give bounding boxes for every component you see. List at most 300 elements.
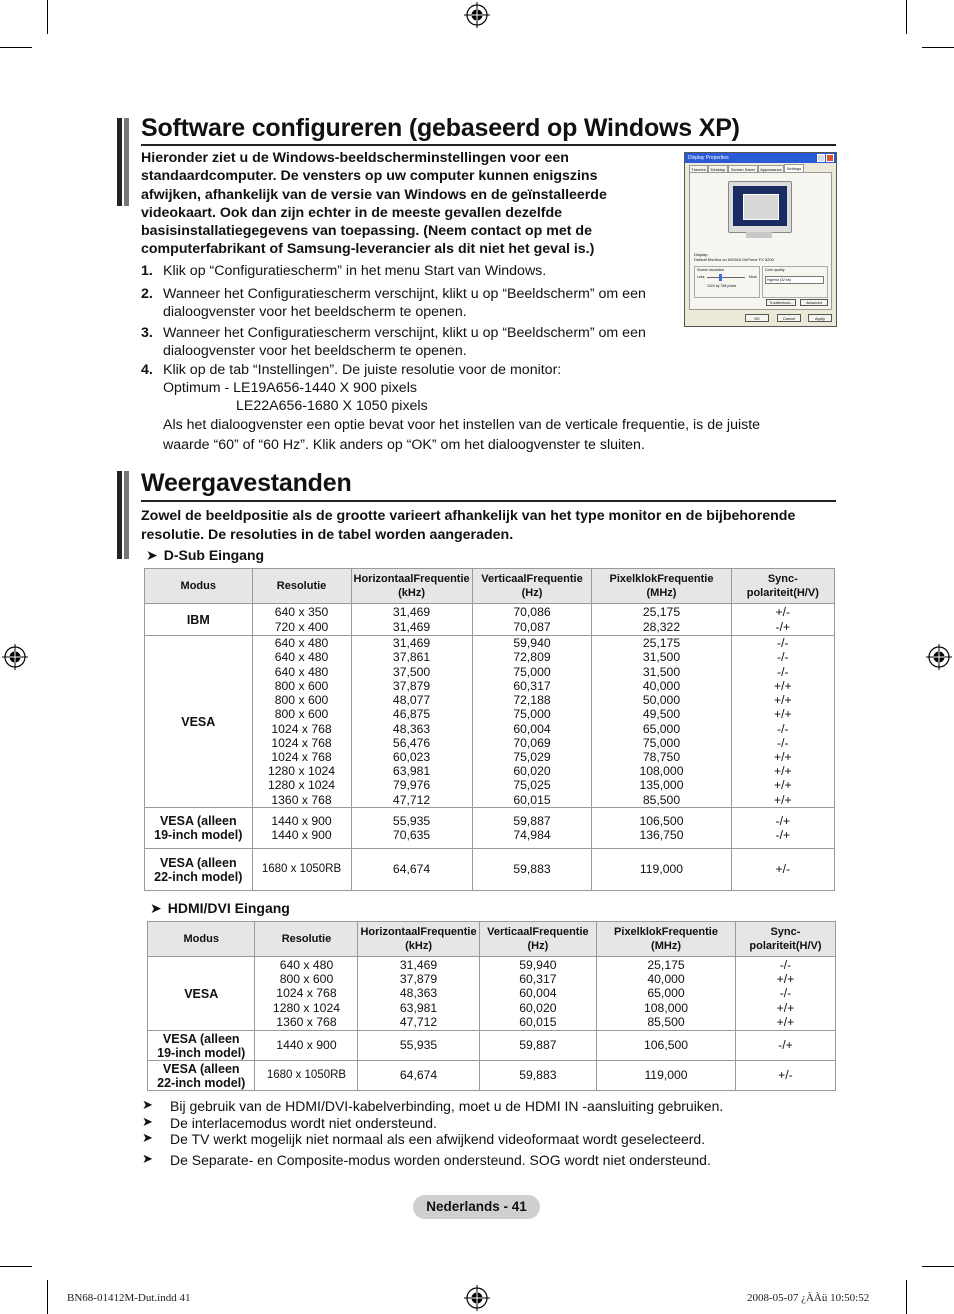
table-header-cell bbox=[597, 922, 736, 957]
step-text: Wanneer het Configuratiescherm verschijnt, klikt u op “Beeldscherm” om een bbox=[163, 286, 646, 302]
header-text: Frequentie (kHz) bbox=[405, 925, 477, 952]
cancel-button[interactable]: Cancel bbox=[777, 314, 801, 322]
cell-value: 70,086 bbox=[513, 605, 551, 620]
note-text: De Separate- en Composite-modus worden ondersteund. SOG wordt niet ondersteund. bbox=[170, 1152, 711, 1168]
crop-mark bbox=[0, 47, 32, 48]
intro-paragraph bbox=[141, 507, 841, 545]
footer-timestamp: 2008-05-07 ¿ÀÀü 10:50:52 bbox=[747, 1292, 870, 1304]
cell-value: +/+ bbox=[773, 678, 792, 693]
cell-value: 59,883 bbox=[519, 1068, 557, 1083]
cell-value: VESA (alleen bbox=[162, 1061, 240, 1076]
table-cell-s bbox=[731, 849, 834, 891]
crop-mark bbox=[906, 1280, 907, 1314]
table-cell-s bbox=[735, 957, 835, 1031]
crop-mark bbox=[47, 1280, 48, 1314]
cell-value: 75,029 bbox=[513, 749, 551, 764]
slider-thumb[interactable] bbox=[719, 274, 722, 281]
tab-settings[interactable]: Settings bbox=[784, 164, 804, 173]
table-cell-res bbox=[255, 1061, 358, 1091]
dsub-mode-table bbox=[144, 568, 835, 891]
hdmi-label: HDMI/DVI Eingang bbox=[167, 900, 290, 916]
cell-value: 1440 x 900 bbox=[276, 1038, 337, 1053]
apply-button[interactable]: Apply bbox=[808, 314, 832, 322]
cell-value: -/+ bbox=[775, 619, 791, 634]
table-row bbox=[145, 849, 835, 891]
cell-value: 640 x 480 bbox=[274, 664, 329, 679]
section-title: Software configureren (gebaseerd op Windows XP) bbox=[141, 114, 740, 142]
table-header-cell bbox=[358, 922, 479, 957]
cell-value: 78,750 bbox=[642, 749, 681, 764]
cell-value: +/+ bbox=[773, 764, 792, 779]
arrow-icon: ➤ bbox=[142, 1151, 153, 1166]
cell-value: VESA bbox=[181, 714, 216, 729]
cell-value: 800 x 600 bbox=[274, 693, 329, 708]
cell-value: -/- bbox=[777, 721, 789, 736]
arrow-icon: ➤ bbox=[142, 1130, 153, 1145]
cell-value: 1440 x 900 bbox=[271, 828, 332, 842]
note-line: Als het dialoogvenster een optie bevat voor het instellen van de verticale frequentie, is de juiste bbox=[163, 417, 761, 433]
table-header-cell bbox=[145, 569, 253, 604]
arrow-icon: ➤ bbox=[150, 900, 162, 916]
display-properties-dialog bbox=[684, 152, 837, 327]
intro-line: videokaart. Ook dan zijn echter in de meeste gevallen dezelfde bbox=[141, 204, 563, 221]
arrow-icon: ➤ bbox=[142, 1097, 153, 1112]
table-cell-p bbox=[592, 849, 731, 891]
note-item bbox=[142, 1152, 842, 1169]
section-title: Weergavestanden bbox=[141, 469, 352, 497]
crop-mark bbox=[922, 1266, 954, 1267]
table-header-cell bbox=[472, 569, 592, 604]
cell-value: 75,025 bbox=[513, 778, 551, 793]
cell-value: 63,981 bbox=[392, 764, 431, 779]
table-header-cell bbox=[148, 922, 255, 957]
table-cell-p bbox=[592, 808, 731, 849]
header-text: Pixelklok bbox=[614, 925, 662, 938]
crop-mark bbox=[906, 0, 907, 34]
crop-mark bbox=[0, 1266, 32, 1267]
cell-value: +/+ bbox=[773, 792, 792, 807]
note-line: waarde “60” of “60 Hz”. Klik anders op “OK” om het dialoogvenster te sluiten. bbox=[163, 437, 645, 454]
cell-value: 60,317 bbox=[519, 972, 557, 987]
table-cell-res bbox=[252, 808, 351, 849]
cell-value: 640 x 350 bbox=[274, 605, 329, 620]
cell-value: 47,712 bbox=[399, 1014, 438, 1029]
cell-value: 70,635 bbox=[392, 828, 431, 842]
crop-mark bbox=[47, 0, 48, 34]
cell-value: 31,469 bbox=[392, 605, 431, 620]
table-cell-s bbox=[731, 636, 834, 808]
arrow-icon: ➤ bbox=[142, 1114, 153, 1129]
cell-value: 60,317 bbox=[513, 678, 551, 693]
table-cell-h bbox=[351, 636, 472, 808]
header-text: Modus bbox=[180, 579, 216, 592]
table-cell-s bbox=[735, 1031, 835, 1061]
intro-line: standaardcomputer. De vensters op uw computer kunnen enigszins bbox=[141, 168, 598, 185]
table-cell-v bbox=[479, 957, 597, 1031]
step-3 bbox=[141, 324, 801, 362]
header-text: Frequentie (MHz) bbox=[651, 925, 718, 952]
step-4 bbox=[141, 361, 801, 381]
cell-value: 106,500 bbox=[643, 1038, 689, 1053]
cell-value: 25,175 bbox=[642, 636, 681, 651]
cell-value: 72,188 bbox=[513, 693, 551, 708]
cell-value: VESA (alleen bbox=[162, 1031, 240, 1046]
cell-value: 37,861 bbox=[392, 650, 431, 665]
cell-value: 31,500 bbox=[642, 664, 681, 679]
step-text: Klik op de tab “Instellingen”. De juiste resolutie voor de monitor: bbox=[163, 362, 562, 378]
cell-value: 1024 x 768 bbox=[276, 986, 337, 1001]
cell-value: -/- bbox=[777, 664, 789, 679]
note-text: De TV werkt mogelijk niet normaal als een afwijkend videoformaat wordt geselecteerd. bbox=[170, 1131, 706, 1147]
troubleshoot-button[interactable]: Troubleshoot... bbox=[766, 299, 796, 306]
header-text: Resolutie bbox=[276, 579, 327, 592]
cell-value: 640 x 480 bbox=[279, 957, 334, 972]
cell-value: +/- bbox=[775, 862, 791, 877]
crop-mark bbox=[922, 47, 954, 48]
table-header-cell bbox=[255, 922, 358, 957]
hdmi-mode-table bbox=[147, 921, 836, 1091]
cell-value: 70,087 bbox=[513, 619, 551, 634]
cell-value: 60,020 bbox=[513, 764, 551, 779]
monitor-icon bbox=[728, 181, 792, 233]
intro-line: Zowel de beeldpositie als de grootte varieert afhankelijk van het type monitor en de bijbehorende bbox=[141, 508, 796, 524]
table-cell-h bbox=[358, 957, 479, 1031]
section-rule bbox=[141, 500, 836, 502]
cell-value: -/- bbox=[779, 986, 792, 1001]
cell-value: 25,175 bbox=[642, 605, 681, 620]
cell-value: 37,879 bbox=[399, 972, 438, 987]
table-cell-h bbox=[351, 849, 472, 891]
section-bar bbox=[117, 118, 122, 206]
cell-value: 800 x 600 bbox=[279, 972, 334, 987]
header-text: Horizontaal bbox=[353, 572, 414, 585]
intro-line: computerfabrikant of Samsung-leverancier als dit niet het geval is.) bbox=[141, 241, 595, 258]
cell-value: 1024 x 768 bbox=[271, 735, 332, 750]
cell-value: 31,469 bbox=[399, 957, 438, 972]
table-cell-h bbox=[351, 808, 472, 849]
cell-value: VESA (alleen bbox=[159, 855, 237, 870]
table-cell-s bbox=[735, 1061, 835, 1091]
cell-value: +/+ bbox=[776, 1014, 795, 1029]
intro-line: Hieronder ziet u de Windows-beeldscherminstellingen voor een bbox=[141, 150, 569, 166]
screen-resolution-group: Screen resolution Less More 1024 by 768 pixels bbox=[694, 266, 760, 298]
cell-value: 40,000 bbox=[642, 678, 681, 693]
table-header-cell bbox=[592, 569, 731, 604]
section-bar bbox=[117, 471, 122, 559]
cell-value: 31,500 bbox=[642, 650, 681, 665]
cell-value: 1680 x 1050RB bbox=[266, 1069, 347, 1082]
tab-themes[interactable]: Themes bbox=[689, 165, 708, 173]
cell-value: 640 x 480 bbox=[274, 650, 329, 665]
dialog-title: Display Properties bbox=[688, 155, 729, 161]
cell-value: 65,000 bbox=[647, 986, 685, 1001]
intro-paragraph bbox=[141, 149, 661, 259]
table-cell-p bbox=[597, 957, 736, 1031]
cell-value: 1280 x 1024 bbox=[267, 778, 336, 793]
cell-value: 60,015 bbox=[519, 1014, 557, 1029]
cell-value: 22-inch model) bbox=[154, 869, 243, 884]
tab-desktop[interactable]: Desktop bbox=[708, 165, 728, 173]
step-text: dialoogvenster voor het beeldscherm te openen. bbox=[163, 304, 467, 320]
color-quality-group: Color quality Highest (32 bit) bbox=[762, 266, 828, 298]
section-bar bbox=[124, 118, 129, 206]
cell-value: 85,500 bbox=[642, 792, 681, 807]
table-row bbox=[145, 808, 835, 849]
cell-value: 49,500 bbox=[642, 707, 681, 722]
header-text: Frequentie (kHz) bbox=[398, 572, 470, 599]
cell-value: VESA (alleen bbox=[159, 814, 237, 828]
optimum-line: Optimum - LE19A656-1440 X 900 pixels bbox=[163, 380, 417, 396]
cell-value: 28,322 bbox=[642, 619, 681, 634]
table-cell-mode bbox=[148, 957, 255, 1031]
dsub-label: D-Sub Eingang bbox=[163, 547, 265, 563]
hdmi-heading bbox=[150, 900, 290, 917]
cell-value: 59,887 bbox=[519, 1038, 557, 1053]
cell-value: 108,000 bbox=[643, 1000, 689, 1015]
step-text: Wanneer het Configuratiescherm verschijnt, klikt u op “Beeldscherm” om een bbox=[163, 325, 646, 341]
registration-mark-icon bbox=[926, 644, 952, 670]
table-cell-mode bbox=[145, 604, 253, 636]
table-cell-p bbox=[592, 636, 731, 808]
table-cell-p bbox=[597, 1031, 736, 1061]
intro-line: basisinstallatiegegevens van toepassing. (Neem contact op met de bbox=[141, 223, 592, 240]
tab-appearance[interactable]: Appearance bbox=[758, 165, 784, 173]
table-cell-v bbox=[479, 1061, 597, 1091]
registration-mark-icon bbox=[2, 644, 28, 670]
cell-value: 800 x 600 bbox=[274, 707, 329, 722]
table-header-cell bbox=[731, 569, 834, 604]
step-number: 3. bbox=[141, 325, 153, 341]
arrow-icon: ➤ bbox=[146, 547, 158, 563]
table-cell-s bbox=[731, 808, 834, 849]
cell-value: 48,363 bbox=[399, 986, 438, 1001]
cell-value: +/+ bbox=[776, 1000, 795, 1015]
cell-value: VESA bbox=[184, 986, 219, 1001]
table-cell-mode bbox=[148, 1061, 255, 1091]
cell-value: 70,069 bbox=[513, 735, 551, 750]
cell-value: 37,879 bbox=[392, 678, 431, 693]
help-icon[interactable] bbox=[817, 154, 825, 162]
cell-value: 1024 x 768 bbox=[271, 721, 332, 736]
table-cell-h bbox=[358, 1061, 479, 1091]
intro-line: resolutie. De resoluties in de tabel worden aangeraden. bbox=[141, 527, 514, 543]
cell-value: 55,935 bbox=[399, 1038, 438, 1053]
note-item bbox=[142, 1131, 842, 1148]
resolution-slider[interactable] bbox=[707, 277, 745, 278]
table-header-cell bbox=[479, 922, 597, 957]
header-text: Verticaal bbox=[481, 572, 527, 585]
cell-value: 59,940 bbox=[513, 636, 551, 651]
cell-value: 60,004 bbox=[513, 721, 551, 736]
cell-value: 37,500 bbox=[392, 664, 431, 679]
cell-value: +/+ bbox=[776, 972, 795, 987]
cell-value: +/- bbox=[778, 1068, 793, 1083]
header-text: Sync-polariteit bbox=[749, 925, 801, 952]
cell-value: +/+ bbox=[773, 693, 792, 708]
cell-value: 46,875 bbox=[392, 707, 431, 722]
footer-file: BN68-01412M-Dut.indd 41 bbox=[67, 1292, 191, 1304]
header-text: Verticaal bbox=[487, 925, 533, 938]
cell-value: 19-inch model) bbox=[154, 828, 243, 842]
table-cell-v bbox=[479, 1031, 597, 1061]
step-number: 1. bbox=[141, 263, 153, 279]
registration-mark-icon bbox=[464, 1285, 490, 1311]
section-bar bbox=[124, 471, 129, 559]
header-text: Pixelklok bbox=[609, 572, 658, 585]
cell-value: 85,500 bbox=[647, 1014, 685, 1029]
section-rule bbox=[141, 144, 836, 146]
cell-value: -/- bbox=[779, 957, 792, 972]
cell-value: -/- bbox=[777, 636, 789, 651]
cell-value: 25,175 bbox=[647, 957, 685, 972]
step-number: 4. bbox=[141, 362, 153, 378]
cell-value: 75,000 bbox=[642, 735, 681, 750]
header-text: Horizontaal bbox=[360, 925, 421, 938]
cell-value: 40,000 bbox=[647, 972, 685, 987]
table-cell-v bbox=[472, 604, 592, 636]
cell-value: 1280 x 1024 bbox=[267, 764, 336, 779]
optimum-line: LE22A656-1680 X 1050 pixels bbox=[236, 398, 428, 414]
settings-panel bbox=[689, 172, 832, 310]
cell-value: 59,883 bbox=[513, 862, 551, 877]
table-header-cell bbox=[252, 569, 351, 604]
cell-value: 48,077 bbox=[392, 693, 431, 708]
step-text: Klik op “Configuratiescherm” in het menu Start van Windows. bbox=[163, 263, 547, 279]
table-row bbox=[145, 636, 835, 808]
cell-value: 60,023 bbox=[392, 749, 431, 764]
header-text: Frequentie (Hz) bbox=[521, 572, 583, 599]
cell-value: 72,809 bbox=[513, 650, 551, 665]
header-text: (H/V) bbox=[793, 587, 819, 599]
header-text: Resolutie bbox=[281, 932, 332, 945]
table-cell-v bbox=[472, 849, 592, 891]
cell-value: 1024 x 768 bbox=[271, 749, 332, 764]
cell-value: 1440 x 900 bbox=[271, 813, 332, 828]
step-text: dialoogvenster voor het beeldscherm te openen. bbox=[163, 343, 467, 359]
cell-value: 720 x 400 bbox=[274, 619, 329, 634]
note-item bbox=[142, 1098, 842, 1115]
header-text: Frequentie (Hz) bbox=[527, 925, 589, 952]
cell-value: 135,000 bbox=[639, 778, 684, 793]
cell-value: 106,500 bbox=[639, 813, 684, 828]
intro-line: afwijken, afhankelijk van de versie van Windows en de geïnstalleerde bbox=[141, 186, 607, 203]
table-cell-mode bbox=[145, 849, 253, 891]
table-cell-res bbox=[252, 604, 351, 636]
cell-value: 59,940 bbox=[519, 957, 557, 972]
cell-value: -/+ bbox=[778, 1038, 793, 1053]
table-cell-p bbox=[592, 604, 731, 636]
cell-value: 22-inch model) bbox=[157, 1075, 246, 1090]
dsub-heading bbox=[146, 547, 264, 564]
cell-value: 1360 x 768 bbox=[276, 1014, 337, 1029]
table-cell-res bbox=[252, 636, 351, 808]
color-quality-select[interactable]: Highest (32 bit) bbox=[765, 276, 824, 284]
cell-value: 119,000 bbox=[639, 862, 684, 877]
cell-value: -/+ bbox=[775, 813, 791, 828]
cell-value: 50,000 bbox=[642, 693, 681, 708]
ok-button[interactable]: OK bbox=[745, 314, 769, 322]
cell-value: 1280 x 1024 bbox=[272, 1000, 341, 1015]
cell-value: 47,712 bbox=[392, 792, 431, 807]
table-cell-res bbox=[255, 957, 358, 1031]
cell-value: 108,000 bbox=[639, 764, 684, 779]
cell-value: 136,750 bbox=[639, 828, 684, 842]
table-cell-h bbox=[358, 1031, 479, 1061]
table-row bbox=[145, 604, 835, 636]
cell-value: 60,015 bbox=[513, 792, 551, 807]
header-text: Modus bbox=[183, 932, 219, 945]
table-cell-mode bbox=[148, 1031, 255, 1061]
table-header-cell bbox=[351, 569, 472, 604]
cell-value: 48,363 bbox=[392, 721, 431, 736]
header-text: Sync-polariteit bbox=[746, 572, 798, 599]
cell-value: 31,469 bbox=[392, 636, 431, 651]
cell-value: 19-inch model) bbox=[157, 1045, 246, 1060]
cell-value: 55,935 bbox=[392, 813, 431, 828]
display-label: Display: Default Monitor on NVIDIA GeForce FX 5200 bbox=[694, 252, 774, 262]
advanced-button[interactable]: Advanced bbox=[800, 299, 828, 306]
note-item bbox=[142, 1115, 842, 1132]
table-cell-p bbox=[597, 1061, 736, 1091]
cell-value: 64,674 bbox=[399, 1068, 438, 1083]
cell-value: 800 x 600 bbox=[274, 678, 329, 693]
page-number-badge: Nederlands - 41 bbox=[413, 1195, 540, 1219]
cell-value: 59,887 bbox=[513, 813, 551, 828]
table-cell-h bbox=[351, 604, 472, 636]
table-header-cell bbox=[735, 922, 835, 957]
cell-value: 75,000 bbox=[513, 664, 551, 679]
table-cell-mode bbox=[145, 808, 253, 849]
header-text: Frequentie (MHz) bbox=[646, 572, 714, 599]
cell-value: -/+ bbox=[775, 828, 791, 842]
cell-value: 60,020 bbox=[519, 1000, 557, 1015]
table-cell-v bbox=[472, 808, 592, 849]
step-number: 2. bbox=[141, 286, 153, 302]
cell-value: 79,976 bbox=[392, 778, 431, 793]
cell-value: 1680 x 1050RB bbox=[261, 863, 342, 876]
table-row bbox=[148, 1061, 836, 1091]
close-icon[interactable] bbox=[826, 154, 834, 162]
note-text: De interlacemodus wordt niet ondersteund. bbox=[170, 1115, 437, 1131]
tab-screen-saver[interactable]: Screen Saver bbox=[728, 165, 758, 173]
cell-value: 65,000 bbox=[642, 721, 681, 736]
table-cell-res bbox=[252, 849, 351, 891]
cell-value: 64,674 bbox=[392, 862, 431, 877]
cell-value: -/- bbox=[777, 650, 789, 665]
table-cell-mode bbox=[145, 636, 253, 808]
table-cell-v bbox=[472, 636, 592, 808]
cell-value: 119,000 bbox=[644, 1068, 688, 1083]
cell-value: 74,984 bbox=[513, 828, 551, 842]
table-row bbox=[148, 957, 836, 1031]
table-row bbox=[148, 1031, 836, 1061]
cell-value: 31,469 bbox=[392, 619, 431, 634]
cell-value: +/+ bbox=[773, 778, 792, 793]
cell-value: 56,476 bbox=[392, 735, 431, 750]
cell-value: IBM bbox=[186, 612, 210, 627]
table-cell-res bbox=[255, 1031, 358, 1061]
cell-value: 640 x 480 bbox=[274, 636, 329, 651]
note-text: Bij gebruik van de HDMI/DVI-kabelverbinding, moet u de HDMI IN -aansluiting gebruiken. bbox=[170, 1098, 724, 1114]
cell-value: 75,000 bbox=[513, 707, 551, 722]
cell-value: +/+ bbox=[773, 707, 792, 722]
cell-value: 63,981 bbox=[399, 1000, 438, 1015]
cell-value: -/- bbox=[777, 735, 789, 750]
cell-value: +/- bbox=[775, 605, 791, 620]
dialog-titlebar bbox=[685, 153, 836, 163]
cell-value: 60,004 bbox=[519, 986, 557, 1001]
cell-value: 1360 x 768 bbox=[271, 792, 332, 807]
